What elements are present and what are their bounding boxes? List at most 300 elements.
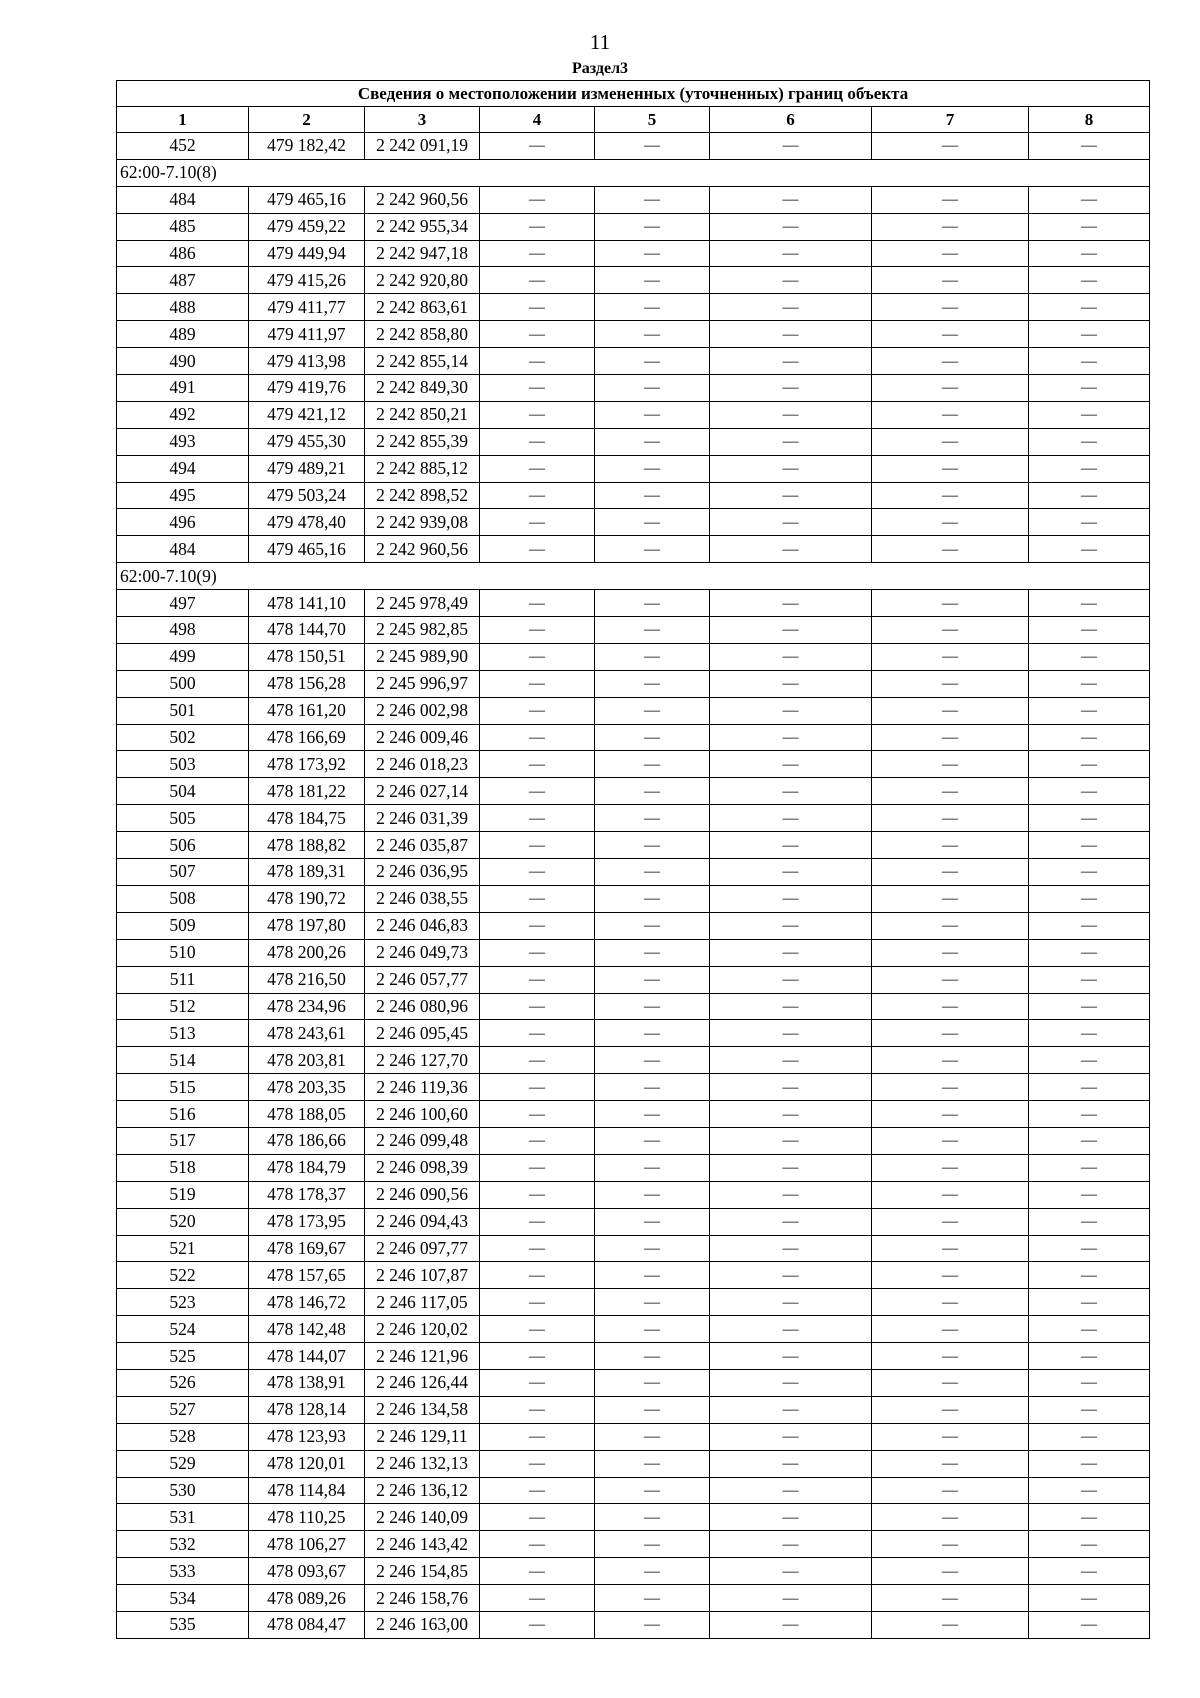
empty-value-cell: — bbox=[710, 1020, 872, 1047]
empty-value-cell: — bbox=[595, 1531, 710, 1558]
point-number-cell: 509 bbox=[117, 912, 249, 939]
empty-value-cell: — bbox=[872, 590, 1029, 617]
empty-value-cell: — bbox=[480, 1369, 595, 1396]
empty-value-cell: — bbox=[872, 670, 1029, 697]
empty-value-cell: — bbox=[710, 1343, 872, 1370]
empty-value-cell: — bbox=[480, 1235, 595, 1262]
empty-value-cell: — bbox=[872, 1423, 1029, 1450]
x-coordinate-cell: 478 181,22 bbox=[249, 778, 365, 805]
empty-value-cell: — bbox=[872, 1020, 1029, 1047]
empty-value-cell: — bbox=[480, 1585, 595, 1612]
y-coordinate-cell: 2 246 099,48 bbox=[365, 1127, 480, 1154]
empty-value-cell: — bbox=[480, 939, 595, 966]
empty-value-cell: — bbox=[480, 133, 595, 160]
x-coordinate-cell: 479 465,16 bbox=[249, 186, 365, 213]
point-number-cell: 526 bbox=[117, 1369, 249, 1396]
y-coordinate-cell: 2 246 127,70 bbox=[365, 1047, 480, 1074]
column-number: 4 bbox=[480, 107, 595, 133]
point-number-cell: 534 bbox=[117, 1585, 249, 1612]
table-row bbox=[117, 1127, 1150, 1154]
empty-value-cell: — bbox=[1029, 805, 1150, 832]
y-coordinate-cell: 2 246 119,36 bbox=[365, 1074, 480, 1101]
empty-value-cell: — bbox=[1029, 428, 1150, 455]
table-row bbox=[117, 1558, 1150, 1585]
empty-value-cell: — bbox=[480, 1101, 595, 1128]
empty-value-cell: — bbox=[480, 1289, 595, 1316]
point-number-cell: 512 bbox=[117, 993, 249, 1020]
table-row bbox=[117, 1423, 1150, 1450]
empty-value-cell: — bbox=[1029, 1558, 1150, 1585]
y-coordinate-cell: 2 242 855,14 bbox=[365, 348, 480, 375]
empty-value-cell: — bbox=[595, 1369, 710, 1396]
empty-value-cell: — bbox=[872, 993, 1029, 1020]
empty-value-cell: — bbox=[872, 1369, 1029, 1396]
x-coordinate-cell: 479 503,24 bbox=[249, 482, 365, 509]
empty-value-cell: — bbox=[480, 697, 595, 724]
empty-value-cell: — bbox=[595, 1450, 710, 1477]
empty-value-cell: — bbox=[1029, 294, 1150, 321]
x-coordinate-cell: 478 089,26 bbox=[249, 1585, 365, 1612]
empty-value-cell: — bbox=[872, 1047, 1029, 1074]
empty-value-cell: — bbox=[595, 401, 710, 428]
empty-value-cell: — bbox=[710, 240, 872, 267]
table-row bbox=[117, 509, 1150, 536]
y-coordinate-cell: 2 246 158,76 bbox=[365, 1585, 480, 1612]
empty-value-cell: — bbox=[480, 1343, 595, 1370]
empty-value-cell: — bbox=[872, 1531, 1029, 1558]
x-coordinate-cell: 478 146,72 bbox=[249, 1289, 365, 1316]
table-row bbox=[117, 778, 1150, 805]
table-row bbox=[117, 536, 1150, 563]
point-number-cell: 486 bbox=[117, 240, 249, 267]
empty-value-cell: — bbox=[595, 724, 710, 751]
x-coordinate-cell: 479 465,16 bbox=[249, 536, 365, 563]
empty-value-cell: — bbox=[595, 1020, 710, 1047]
table-row bbox=[117, 697, 1150, 724]
empty-value-cell: — bbox=[480, 805, 595, 832]
empty-value-cell: — bbox=[872, 805, 1029, 832]
empty-value-cell: — bbox=[1029, 321, 1150, 348]
y-coordinate-cell: 2 246 136,12 bbox=[365, 1477, 480, 1504]
empty-value-cell: — bbox=[710, 1396, 872, 1423]
empty-value-cell: — bbox=[1029, 509, 1150, 536]
point-number-cell: 514 bbox=[117, 1047, 249, 1074]
empty-value-cell: — bbox=[872, 536, 1029, 563]
point-number-cell: 529 bbox=[117, 1450, 249, 1477]
empty-value-cell: — bbox=[710, 536, 872, 563]
point-number-cell: 489 bbox=[117, 321, 249, 348]
y-coordinate-cell: 2 242 885,12 bbox=[365, 455, 480, 482]
empty-value-cell: — bbox=[710, 1585, 872, 1612]
empty-value-cell: — bbox=[710, 294, 872, 321]
column-number: 6 bbox=[710, 107, 872, 133]
empty-value-cell: — bbox=[710, 1369, 872, 1396]
empty-value-cell: — bbox=[1029, 1154, 1150, 1181]
empty-value-cell: — bbox=[480, 455, 595, 482]
empty-value-cell: — bbox=[710, 428, 872, 455]
empty-value-cell: — bbox=[710, 213, 872, 240]
empty-value-cell: — bbox=[710, 697, 872, 724]
empty-value-cell: — bbox=[1029, 1074, 1150, 1101]
y-coordinate-cell: 2 246 154,85 bbox=[365, 1558, 480, 1585]
empty-value-cell: — bbox=[1029, 1127, 1150, 1154]
empty-value-cell: — bbox=[872, 213, 1029, 240]
page-number: 11 bbox=[589, 30, 611, 54]
column-number: 1 bbox=[117, 107, 249, 133]
point-number-cell: 499 bbox=[117, 643, 249, 670]
empty-value-cell: — bbox=[1029, 751, 1150, 778]
x-coordinate-cell: 478 243,61 bbox=[249, 1020, 365, 1047]
y-coordinate-cell: 2 246 057,77 bbox=[365, 966, 480, 993]
table-row bbox=[117, 294, 1150, 321]
empty-value-cell: — bbox=[480, 375, 595, 402]
x-coordinate-cell: 479 455,30 bbox=[249, 428, 365, 455]
empty-value-cell: — bbox=[1029, 993, 1150, 1020]
empty-value-cell: — bbox=[710, 724, 872, 751]
empty-value-cell: — bbox=[480, 509, 595, 536]
x-coordinate-cell: 478 106,27 bbox=[249, 1531, 365, 1558]
y-coordinate-cell: 2 246 031,39 bbox=[365, 805, 480, 832]
y-coordinate-cell: 2 246 002,98 bbox=[365, 697, 480, 724]
empty-value-cell: — bbox=[595, 697, 710, 724]
x-coordinate-cell: 478 200,26 bbox=[249, 939, 365, 966]
empty-value-cell: — bbox=[710, 375, 872, 402]
empty-value-cell: — bbox=[872, 1611, 1029, 1638]
point-number-cell: 535 bbox=[117, 1611, 249, 1638]
empty-value-cell: — bbox=[710, 1127, 872, 1154]
y-coordinate-cell: 2 246 121,96 bbox=[365, 1343, 480, 1370]
point-number-cell: 505 bbox=[117, 805, 249, 832]
empty-value-cell: — bbox=[480, 1020, 595, 1047]
table-row bbox=[117, 724, 1150, 751]
empty-value-cell: — bbox=[595, 213, 710, 240]
empty-value-cell: — bbox=[1029, 1208, 1150, 1235]
point-number-cell: 487 bbox=[117, 267, 249, 294]
point-number-cell: 504 bbox=[117, 778, 249, 805]
empty-value-cell: — bbox=[595, 186, 710, 213]
empty-value-cell: — bbox=[595, 1558, 710, 1585]
empty-value-cell: — bbox=[480, 536, 595, 563]
empty-value-cell: — bbox=[1029, 885, 1150, 912]
table-row bbox=[117, 1611, 1150, 1638]
x-coordinate-cell: 478 197,80 bbox=[249, 912, 365, 939]
empty-value-cell: — bbox=[710, 778, 872, 805]
point-number-cell: 491 bbox=[117, 375, 249, 402]
empty-value-cell: — bbox=[1029, 912, 1150, 939]
empty-value-cell: — bbox=[1029, 1477, 1150, 1504]
point-number-cell: 516 bbox=[117, 1101, 249, 1128]
x-coordinate-cell: 478 150,51 bbox=[249, 643, 365, 670]
empty-value-cell: — bbox=[710, 1101, 872, 1128]
empty-value-cell: — bbox=[872, 509, 1029, 536]
y-coordinate-cell: 2 245 978,49 bbox=[365, 590, 480, 617]
table-row bbox=[117, 482, 1150, 509]
point-number-cell: 530 bbox=[117, 1477, 249, 1504]
empty-value-cell: — bbox=[710, 482, 872, 509]
x-coordinate-cell: 478 142,48 bbox=[249, 1316, 365, 1343]
table-row bbox=[117, 590, 1150, 617]
empty-value-cell: — bbox=[1029, 966, 1150, 993]
empty-value-cell: — bbox=[1029, 1316, 1150, 1343]
column-number: 8 bbox=[1029, 107, 1150, 133]
empty-value-cell: — bbox=[480, 321, 595, 348]
empty-value-cell: — bbox=[872, 1343, 1029, 1370]
x-coordinate-cell: 478 141,10 bbox=[249, 590, 365, 617]
table-row bbox=[117, 1316, 1150, 1343]
empty-value-cell: — bbox=[595, 321, 710, 348]
empty-value-cell: — bbox=[595, 1504, 710, 1531]
y-coordinate-cell: 2 246 094,43 bbox=[365, 1208, 480, 1235]
column-number: 3 bbox=[365, 107, 480, 133]
empty-value-cell: — bbox=[595, 1289, 710, 1316]
empty-value-cell: — bbox=[710, 509, 872, 536]
empty-value-cell: — bbox=[480, 240, 595, 267]
empty-value-cell: — bbox=[1029, 401, 1150, 428]
empty-value-cell: — bbox=[595, 966, 710, 993]
empty-value-cell: — bbox=[595, 1396, 710, 1423]
y-coordinate-cell: 2 242 863,61 bbox=[365, 294, 480, 321]
empty-value-cell: — bbox=[710, 805, 872, 832]
empty-value-cell: — bbox=[872, 375, 1029, 402]
x-coordinate-cell: 478 156,28 bbox=[249, 670, 365, 697]
empty-value-cell: — bbox=[1029, 1047, 1150, 1074]
empty-value-cell: — bbox=[595, 751, 710, 778]
table-row bbox=[117, 401, 1150, 428]
table-row bbox=[117, 1262, 1150, 1289]
empty-value-cell: — bbox=[1029, 1020, 1150, 1047]
empty-value-cell: — bbox=[872, 428, 1029, 455]
empty-value-cell: — bbox=[710, 1423, 872, 1450]
empty-value-cell: — bbox=[480, 482, 595, 509]
point-number-cell: 493 bbox=[117, 428, 249, 455]
y-coordinate-cell: 2 246 080,96 bbox=[365, 993, 480, 1020]
point-number-cell: 517 bbox=[117, 1127, 249, 1154]
x-coordinate-cell: 478 166,69 bbox=[249, 724, 365, 751]
empty-value-cell: — bbox=[480, 966, 595, 993]
empty-value-cell: — bbox=[872, 697, 1029, 724]
empty-value-cell: — bbox=[1029, 1343, 1150, 1370]
table-row bbox=[117, 186, 1150, 213]
empty-value-cell: — bbox=[710, 1074, 872, 1101]
empty-value-cell: — bbox=[595, 294, 710, 321]
table-caption-row bbox=[117, 81, 1150, 107]
y-coordinate-cell: 2 242 849,30 bbox=[365, 375, 480, 402]
empty-value-cell: — bbox=[595, 805, 710, 832]
empty-value-cell: — bbox=[872, 832, 1029, 859]
point-number-cell: 510 bbox=[117, 939, 249, 966]
empty-value-cell: — bbox=[595, 375, 710, 402]
point-number-cell: 523 bbox=[117, 1289, 249, 1316]
empty-value-cell: — bbox=[872, 1262, 1029, 1289]
empty-value-cell: — bbox=[710, 939, 872, 966]
point-number-cell: 500 bbox=[117, 670, 249, 697]
empty-value-cell: — bbox=[872, 348, 1029, 375]
table-row bbox=[117, 1208, 1150, 1235]
empty-value-cell: — bbox=[872, 1558, 1029, 1585]
y-coordinate-cell: 2 246 132,13 bbox=[365, 1450, 480, 1477]
empty-value-cell: — bbox=[595, 1127, 710, 1154]
point-number-cell: 522 bbox=[117, 1262, 249, 1289]
empty-value-cell: — bbox=[1029, 1289, 1150, 1316]
point-number-cell: 531 bbox=[117, 1504, 249, 1531]
empty-value-cell: — bbox=[872, 724, 1029, 751]
empty-value-cell: — bbox=[872, 1504, 1029, 1531]
empty-value-cell: — bbox=[872, 1208, 1029, 1235]
point-number-cell: 452 bbox=[117, 133, 249, 160]
table-row bbox=[117, 1235, 1150, 1262]
x-coordinate-cell: 479 411,97 bbox=[249, 321, 365, 348]
empty-value-cell: — bbox=[595, 993, 710, 1020]
empty-value-cell: — bbox=[595, 939, 710, 966]
empty-value-cell: — bbox=[595, 617, 710, 644]
x-coordinate-cell: 478 184,79 bbox=[249, 1154, 365, 1181]
empty-value-cell: — bbox=[872, 885, 1029, 912]
empty-value-cell: — bbox=[480, 1316, 595, 1343]
empty-value-cell: — bbox=[480, 1181, 595, 1208]
empty-value-cell: — bbox=[710, 1208, 872, 1235]
empty-value-cell: — bbox=[1029, 1585, 1150, 1612]
table-row bbox=[117, 832, 1150, 859]
point-number-cell: 519 bbox=[117, 1181, 249, 1208]
empty-value-cell: — bbox=[1029, 1531, 1150, 1558]
point-number-cell: 524 bbox=[117, 1316, 249, 1343]
table-row bbox=[117, 1504, 1150, 1531]
empty-value-cell: — bbox=[872, 617, 1029, 644]
empty-value-cell: — bbox=[1029, 1396, 1150, 1423]
y-coordinate-cell: 2 246 090,56 bbox=[365, 1181, 480, 1208]
empty-value-cell: — bbox=[710, 670, 872, 697]
table-row bbox=[117, 617, 1150, 644]
table-row bbox=[117, 1289, 1150, 1316]
empty-value-cell: — bbox=[710, 455, 872, 482]
empty-value-cell: — bbox=[872, 294, 1029, 321]
empty-value-cell: — bbox=[595, 1585, 710, 1612]
empty-value-cell: — bbox=[872, 133, 1029, 160]
empty-value-cell: — bbox=[710, 348, 872, 375]
table-row bbox=[117, 428, 1150, 455]
table-row bbox=[117, 751, 1150, 778]
empty-value-cell: — bbox=[872, 401, 1029, 428]
empty-value-cell: — bbox=[1029, 1611, 1150, 1638]
x-coordinate-cell: 478 188,82 bbox=[249, 832, 365, 859]
empty-value-cell: — bbox=[480, 1558, 595, 1585]
empty-value-cell: — bbox=[1029, 939, 1150, 966]
point-number-cell: 533 bbox=[117, 1558, 249, 1585]
empty-value-cell: — bbox=[872, 1585, 1029, 1612]
empty-value-cell: — bbox=[1029, 1101, 1150, 1128]
point-number-cell: 508 bbox=[117, 885, 249, 912]
empty-value-cell: — bbox=[710, 885, 872, 912]
empty-value-cell: — bbox=[872, 966, 1029, 993]
table-row bbox=[117, 213, 1150, 240]
empty-value-cell: — bbox=[710, 590, 872, 617]
empty-value-cell: — bbox=[595, 590, 710, 617]
x-coordinate-cell: 478 203,81 bbox=[249, 1047, 365, 1074]
y-coordinate-cell: 2 242 920,80 bbox=[365, 267, 480, 294]
x-coordinate-cell: 478 188,05 bbox=[249, 1101, 365, 1128]
empty-value-cell: — bbox=[480, 832, 595, 859]
empty-value-cell: — bbox=[872, 482, 1029, 509]
point-number-cell: 518 bbox=[117, 1154, 249, 1181]
table-row bbox=[117, 267, 1150, 294]
table-row bbox=[117, 670, 1150, 697]
empty-value-cell: — bbox=[595, 1235, 710, 1262]
empty-value-cell: — bbox=[480, 617, 595, 644]
empty-value-cell: — bbox=[595, 455, 710, 482]
y-coordinate-cell: 2 242 850,21 bbox=[365, 401, 480, 428]
y-coordinate-cell: 2 246 046,83 bbox=[365, 912, 480, 939]
x-coordinate-cell: 479 459,22 bbox=[249, 213, 365, 240]
empty-value-cell: — bbox=[595, 509, 710, 536]
y-coordinate-cell: 2 246 049,73 bbox=[365, 939, 480, 966]
y-coordinate-cell: 2 246 134,58 bbox=[365, 1396, 480, 1423]
empty-value-cell: — bbox=[480, 670, 595, 697]
table-row bbox=[117, 1047, 1150, 1074]
table-row bbox=[117, 240, 1150, 267]
empty-value-cell: — bbox=[872, 240, 1029, 267]
table-row bbox=[117, 805, 1150, 832]
empty-value-cell: — bbox=[595, 1181, 710, 1208]
point-number-cell: 527 bbox=[117, 1396, 249, 1423]
y-coordinate-cell: 2 242 898,52 bbox=[365, 482, 480, 509]
empty-value-cell: — bbox=[480, 724, 595, 751]
empty-value-cell: — bbox=[710, 133, 872, 160]
empty-value-cell: — bbox=[595, 1611, 710, 1638]
x-coordinate-cell: 479 413,98 bbox=[249, 348, 365, 375]
empty-value-cell: — bbox=[1029, 133, 1150, 160]
table-row bbox=[117, 375, 1150, 402]
y-coordinate-cell: 2 246 163,00 bbox=[365, 1611, 480, 1638]
empty-value-cell: — bbox=[710, 643, 872, 670]
empty-value-cell: — bbox=[872, 859, 1029, 886]
empty-value-cell: — bbox=[710, 1531, 872, 1558]
empty-value-cell: — bbox=[710, 1262, 872, 1289]
group-label: 62:00-7.10(9) bbox=[117, 563, 1150, 590]
table-row bbox=[117, 1020, 1150, 1047]
empty-value-cell: — bbox=[1029, 1262, 1150, 1289]
empty-value-cell: — bbox=[872, 267, 1029, 294]
point-number-cell: 502 bbox=[117, 724, 249, 751]
point-number-cell: 485 bbox=[117, 213, 249, 240]
empty-value-cell: — bbox=[1029, 267, 1150, 294]
x-coordinate-cell: 478 190,72 bbox=[249, 885, 365, 912]
empty-value-cell: — bbox=[872, 186, 1029, 213]
empty-value-cell: — bbox=[480, 751, 595, 778]
empty-value-cell: — bbox=[595, 482, 710, 509]
table-row bbox=[117, 1074, 1150, 1101]
point-number-cell: 507 bbox=[117, 859, 249, 886]
y-coordinate-cell: 2 246 095,45 bbox=[365, 1020, 480, 1047]
point-number-cell: 511 bbox=[117, 966, 249, 993]
column-number: 2 bbox=[249, 107, 365, 133]
table-row bbox=[117, 348, 1150, 375]
empty-value-cell: — bbox=[872, 643, 1029, 670]
empty-value-cell: — bbox=[710, 401, 872, 428]
x-coordinate-cell: 479 419,76 bbox=[249, 375, 365, 402]
empty-value-cell: — bbox=[595, 912, 710, 939]
x-coordinate-cell: 478 093,67 bbox=[249, 1558, 365, 1585]
empty-value-cell: — bbox=[595, 536, 710, 563]
x-coordinate-cell: 479 449,94 bbox=[249, 240, 365, 267]
empty-value-cell: — bbox=[710, 1611, 872, 1638]
point-number-cell: 503 bbox=[117, 751, 249, 778]
empty-value-cell: — bbox=[480, 1127, 595, 1154]
empty-value-cell: — bbox=[480, 885, 595, 912]
empty-value-cell: — bbox=[480, 348, 595, 375]
y-coordinate-cell: 2 246 107,87 bbox=[365, 1262, 480, 1289]
point-number-cell: 513 bbox=[117, 1020, 249, 1047]
empty-value-cell: — bbox=[595, 1423, 710, 1450]
